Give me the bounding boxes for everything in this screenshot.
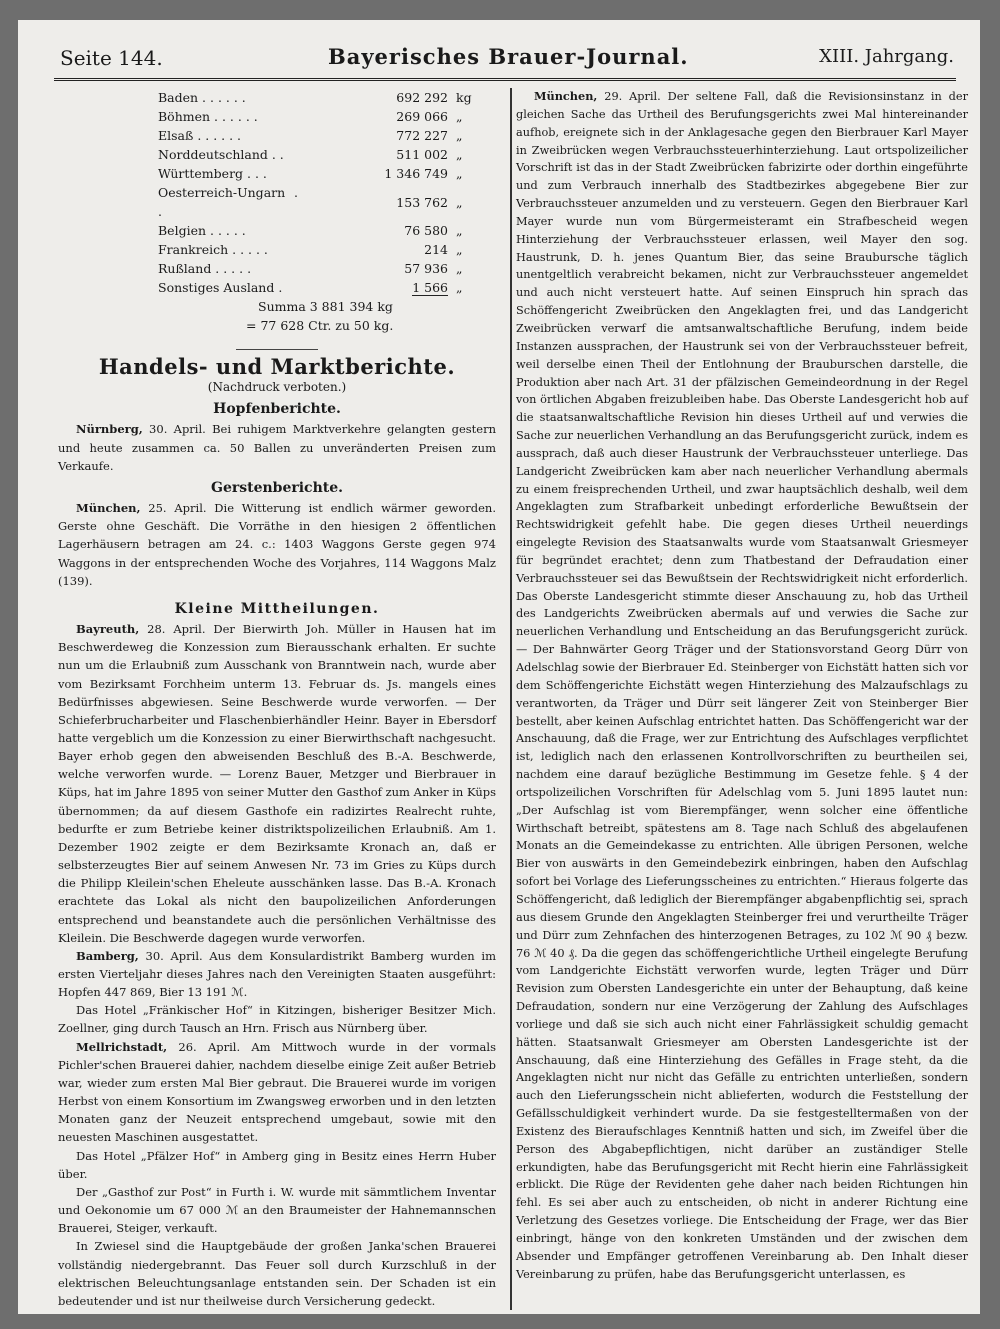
row-label: Rußland . . . . .: [158, 261, 252, 276]
row-value: 772 227: [396, 128, 448, 143]
row-label: Baden . . . . . .: [158, 90, 246, 105]
court-report: [516, 88, 968, 1284]
row-label: Württemberg . . .: [158, 166, 267, 181]
news-text: 28. April. Der Bierwirth Joh. Müller in Hausen hat im Beschwerdeweg die Konzession zum Bierausschank erhalten. Er suchte nun um die Erlaubniß zum Ausschank von Branntwein nach, wurde aber vom Bezirksamt Forchheim unterm 13. Februar ds. Js. mangels eines Bedürfnisses abgewiesen. Seine Beschwerde wurde verworfen. — Der Schieferbrucharbeiter und Flaschenbierhändler Heinr. Bayer in Ebersdorf hatte vergeblich um die Konzession zu einer Bierwirthschaft nachgesucht. Bayer erhob gegen den abweisenden Beschluß des B.-A. Beschwerde, welche verworfen wurde. — Lorenz Bauer, Metzger und Bierbrauer in Küps, hat im Jahre 1895 von seiner Mutter den Gasthof zum Anker in Küps übernommen; da auf diesem Gasthofe ein radizirtes Realrecht ruhte, bedurfte er zum Betriebe keiner distriktspolizeilichen Erlaubniß. Am 1. Dezember 1902 zeigte er dem Bezirksamte Kronach an, daß er selbsterzeugtes Bier auf seinem Anwesen Nr. 73 im Gries zu Küps durch die Philipp Kleilein'schen Eheleute ausschänken lasse. Das B.-A. Kronach erachtete das Lokal als nicht den baupolizeilichen Anforderungen entsprechend und beanstandete auch die persönlichen Verhältnisse des Kleilein. Die Beschwerde dagegen wurde verworfen.: [58, 622, 496, 945]
row-label: Elsaß . . . . . .: [158, 128, 242, 143]
barley-heading: Gerstenberichte.: [210, 479, 343, 496]
left-column: [58, 88, 496, 1310]
row-label: Norddeutschland . .: [158, 147, 284, 162]
row-value: 692 292: [396, 90, 448, 105]
row-value: 269 066: [396, 109, 448, 124]
row-unit: „: [456, 280, 463, 295]
row-label: Böhmen . . . . . .: [158, 109, 258, 124]
table-row: [158, 240, 496, 259]
row-unit: „: [456, 223, 463, 238]
table-row: [158, 88, 496, 107]
row-unit: „: [456, 128, 463, 143]
news-text: Das Hotel „Pfälzer Hof“ in Amberg ging in Besitz eines Herrn Huber über.: [58, 1148, 496, 1181]
row-label: Sonstiges Ausland .: [158, 280, 283, 295]
row-value: 511 002: [396, 147, 448, 162]
table-row: [158, 259, 496, 278]
volume-label: XIII. Jahrgang.: [819, 46, 954, 67]
dateline-place: Mellrichstadt,: [76, 1039, 168, 1054]
sum-total-ctr: = 77 628 Ctr. zu 50 kg.: [246, 318, 394, 333]
row-unit: kg: [456, 90, 472, 105]
row-unit: „: [456, 147, 463, 162]
sum-total-kg: Summa 3 881 394 kg: [258, 299, 393, 314]
dateline-place: Bayreuth,: [76, 622, 140, 637]
reprint-note: (Nachdruck verboten.): [207, 380, 347, 395]
row-unit: „: [456, 261, 463, 276]
hops-report: [58, 420, 496, 474]
table-row: [158, 107, 496, 126]
table-row: [158, 278, 496, 297]
newspaper-page: [18, 20, 980, 1314]
news-text: Der „Gasthof zur Post“ in Furth i. W. wurde mit sämmtlichem Inventar und Oekonomie um 67 000 ℳ an den Braumeister der Hahnemannschen Brauerei, Steiger, verkauft.: [58, 1184, 496, 1236]
row-unit: „: [456, 166, 463, 181]
report-text: 25. April. Die Witterung ist endlich wärmer geworden. Gerste ohne Geschäft. Die Vorräthe in den hiesigen 2 öffentlichen Lagerhäusern betragen am 24. c.: 1403 Waggons Gerste gegen 974 Waggons in der entsprechenden Woche des Vorjahres, 114 Waggons Malz (139).: [58, 501, 496, 588]
section-divider: [236, 349, 318, 350]
row-label: Belgien . . . . .: [158, 223, 246, 238]
table-row: [158, 126, 496, 145]
row-value: 76 580: [404, 223, 448, 238]
column-separator: [510, 88, 512, 1310]
row-value: 57 936: [404, 261, 448, 276]
news-item: [58, 1237, 496, 1310]
row-value: 214: [424, 242, 448, 257]
row-unit: „: [456, 109, 463, 124]
row-value: 1 346 749: [384, 166, 448, 181]
page-number: Seite 144.: [60, 46, 163, 70]
barley-report: [58, 499, 496, 590]
news-text: Das Hotel „Fränkischer Hof“ in Kitzingen, bisheriger Besitzer Mich. Zoellner, ging durch Tausch an Hrn. Frisch aus Nürnberg über.: [58, 1003, 496, 1036]
row-unit: „: [456, 194, 463, 210]
export-table: [158, 88, 496, 297]
journal-title: Bayerisches Brauer-Journal.: [328, 44, 689, 69]
news-item: [58, 947, 496, 1001]
news-text: In Zwiesel sind die Hauptgebäude der großen Janka'schen Brauerei vollständig niedergebrannt. Das Feuer soll durch Kurzschluß in der elektrischen Beleuchtungsanlage entstanden sein. Der Schaden ist ein bedeutender und ist nur theilweise durch Versicherung gedeckt.: [58, 1239, 496, 1308]
news-item: [58, 1038, 496, 1147]
dateline-place: Nürnberg,: [76, 422, 143, 437]
row-value: 153 762: [396, 194, 448, 210]
table-row: [158, 221, 496, 240]
news-item: [58, 1147, 496, 1183]
court-report-text: 29. April. Der seltene Fall, daß die Revisionsinstanz in der gleichen Sache das Urtheil des Berufungsgerichts zwei Mal hintereinander aufhob, ereignete sich in der Anklagesache gegen den Bierbrauer Karl Mayer in Zweibrücken wegen Verbrauchssteuerhinterziehung. Laut ortspolizeilicher Vorschrift ist das in der Stadt Zweibrücken fabrizirte oder dorthin eingeführte und zum Verbrauch innerhalb des Stadtbezirkes abgegebene Bier zur Verbrauchssteuer anzumelden und zu versteuern. Gegen den Bierbrauer Karl Mayer wurde nun vom Bürgermeisteramt ein Strafbescheid wegen Hinterziehung der Verbrauchssteuer erlassen, weil Mayer den sog. Haustrunk, D. h. jenes Quantum Bier, das seine Braubursche täglich unentgeltlich verabreicht bekamen, nicht zur Verbrauchssteuer angemeldet und auch nicht versteuert hatte. Auf seinen Einspruch hin sprach das Schöffengericht Zweibrücken den Angeklagten frei, und das Landgericht Zweibrücken verwarf die amtsanwaltschaftliche Berufung, indem beide Instanzen aussprachen, der Haustrunk sei von der Verbrauchssteuer befreit, weil derselbe einen Theil der Entlohnung der Brauburschen darstelle, die Produktion aber nach Art. 31 der pfälzischen Gemeindeordnung in der Regel von örtlichen Abgaben freizubleiben habe. Das Oberste Landesgericht hob auf die staatsanwaltschaftliche Revision hin dieses Urtheil auf und verwies die Sache zur neuerlichen Verhandlung an das Berufungsgericht zurück, indem es aussprach, daß auch dieser Haustrunk der Verbrauchssteuer unterliege. Das Landgericht Zweibrücken kam aber nach neuerlicher Verhandlung abermals zu einem freisprechenden Urtheil, und zwar hauptsächlich deshalb, weil dem Angeklagten zum Strafbarkeit unbedingt erforderliche Bewußtsein der Rechtswidrigkeit gefehlt habe. Die gegen dieses Urtheil neuerdings eingelegte Revision des Staatsanwalts wurde vom Staatsanwalt Griesmeyer für begründet erachtet; denn zum Thatbestand der Defraudation einer Verbrauchssteuer sei das Bewußtsein der Rechtswidrigkeit nicht erforderlich. Das Oberste Landesgericht stimmte dieser Anschauung zu, hob das Urtheil des Landgerichts Zweibrücken abermals auf und verwies die Sache zur neuerlichen Verhandlung und Entscheidung an das Berufungsgericht zurück. — Der Bahnwärter Georg Träger und der Stationsvorstand Georg Dürr von Adelschlag sowie der Bierbrauer Ed. Steinberger von Eichstätt hatten sich vor dem Schöffengerichte Eichstätt wegen Hinterziehung des Malzaufschlags zu verantworten, da Träger und Dürr seit längerer Zeit von Steinberger Bier bestellt, aber keinen Aufschlag entrichtet hatten. Das Schöffengericht war der Anschauung, daß die Frage, wer zur Entrichtung des Aufschlages verpflichtet ist, lediglich nach den erlassenen Kontrollvorschriften zu beurtheilen sei, nachdem eine darauf bezügliche Bestimmung im Gesetze fehle. § 4 der ortspolizeilichen Vorschriften für Adelschlag vom 5. Juni 1895 lautet nun: „Der Aufschlag ist vom Bierempfänger, wenn solcher eine öffentliche Wirthschaft betreibt, spätestens am 8. Tage nach Schluß des abgelaufenen Monats an die Gemeindekasse zu entrichten. Alle übrigen Personen, welche Bier von auswärts in den Gemeindebezirk einbringen, haben den Aufschlag sofort bei Vorlage des Lieferungsscheines zu entrichten.“ Hieraus folgerte das Schöffengericht, daß lediglich der Bierempfänger abgabenpflichtig sei, sprach aus diesem Grunde den Angeklagten Steinberger frei und verurtheilte Träger und Dürr zum Zehnfachen des hinterzogenen Betrages, zu 102 ℳ 90 ₰ bezw. 76 ℳ 40 ₰. Da die gegen das schöffengerichtliche Urtheil eingelegte Berufung vom Landgerichte Eichstätt verworfen wurde, legten Träger und Dürr Revision zum Obersten Landesgerichte ein unter der Behauptung, daß keine Defraudation, sondern nur eine Verzögerung der Zahlung des Aufschlages vorliege und daß sie sich auch nicht einer Fahrlässigkeit schuldig gemacht hätten. Staatsanwalt Griesmeyer am Obersten Landesgerichte ist der Anschauung, daß eine Hinterziehung des Gefälles in Frage steht, da die Angeklagten nicht nur nicht das Gefälle zu entrichten unterließen, sondern auch den Lieferungsschein nicht ablieferten, wodurch die Feststellung der Gefällsschuldigkeit verhindert wurde. Da sie festgestelltermaßen von der Existenz des Bieraufschlages Kenntniß hatten und sich, im Zweifel über die Person des Abgabepflichtigen, nicht darüber an zuständiger Stelle erkundigten, habe das Berufungsgericht mit Recht hierin eine Fahrlässigkeit erblickt. Die Rüge der Revidenten gehe daher nach beiden Richtungen hin fehl. Es sei aber auch zu entscheiden, ob nicht in anderer Richtung eine Verletzung des Gesetzes vorliege. Die Entscheidung der Frage, wer das Bier einbringt, hänge von den konkreten Umständen und der zwischen dem Absender und Empfänger getroffenen Vereinbarung ab. Den Inhalt dieser Vereinbarung zu prüfen, habe das Berufungsgericht unterlassen, es: [516, 90, 968, 1281]
news-text: 26. April. Am Mittwoch wurde in der vormals Pichler'schen Brauerei dahier, nachdem dieselbe einige Zeit außer Betrieb war, wieder zum ersten Mal Bier gebraut. Die Brauerei wurde im vorigen Herbst von einem Konsortium im Zwangsweg erworben und in den letzten Monaten ganz der Neuzeit entsprechend umgebaut, sowie mit den neuesten Maschinen ausgestattet.: [58, 1039, 496, 1145]
row-value: 1 566: [412, 280, 448, 295]
right-column: [516, 88, 968, 1284]
news-item: [58, 1183, 496, 1237]
report-text: 30. April. Bei ruhigem Marktverkehre gelangten gestern und heute zusammen ca. 50 Ballen zu unveränderten Preisen zum Verkaufe.: [58, 422, 496, 473]
row-label: Frankreich . . . . .: [158, 242, 268, 257]
section-title: Handels- und Marktberichte.: [98, 354, 456, 379]
dateline-place: München,: [76, 501, 141, 516]
row-label: Oesterreich-Ungarn . .: [158, 185, 298, 219]
table-row: [158, 183, 496, 221]
dateline-place: Bamberg,: [76, 948, 139, 963]
hops-heading: Hopfenberichte.: [213, 401, 341, 418]
row-unit: „: [456, 242, 463, 257]
header-rule: [54, 78, 956, 81]
small-news-heading: Kleine Mittheilungen.: [174, 600, 380, 617]
table-row: [158, 164, 496, 183]
news-text: 30. April. Aus dem Konsulardistrikt Bamberg wurden im ersten Vierteljahr dieses Jahres nach den Vereinigten Staaten ausgeführt: Hopfen 447 869, Bier 13 191 ℳ.: [58, 948, 496, 1000]
news-item: [58, 1001, 496, 1037]
table-row: [158, 145, 496, 164]
dateline-place: München,: [534, 89, 598, 103]
page-header: [18, 42, 980, 82]
news-item: [58, 620, 496, 947]
